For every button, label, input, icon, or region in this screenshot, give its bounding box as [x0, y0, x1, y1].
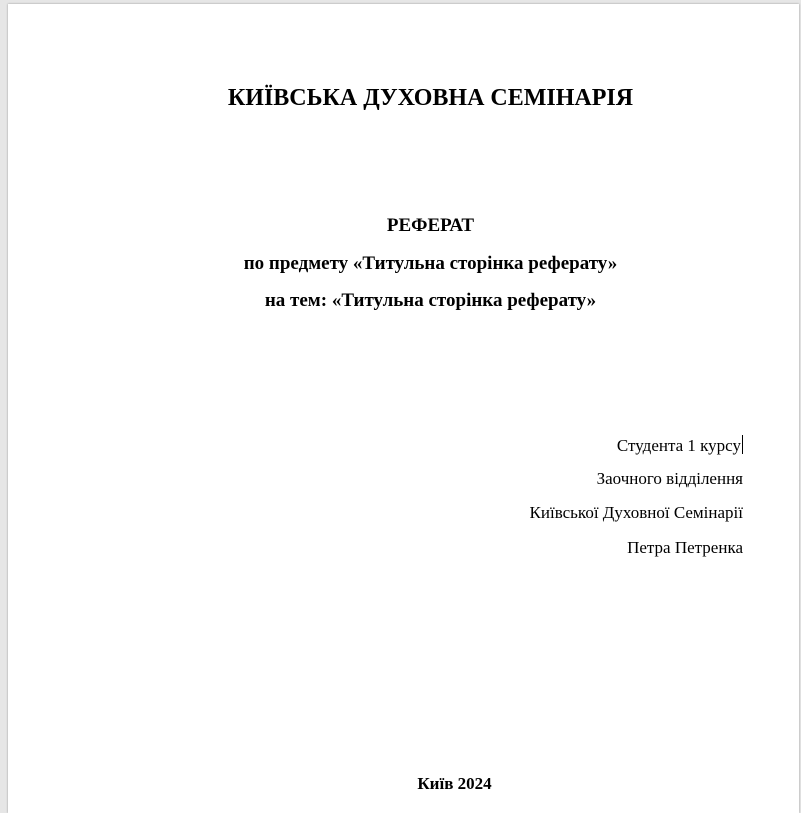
document-type-heading: РЕФЕРАТ: [386, 215, 475, 236]
author-department-line: Заочного відділення: [596, 469, 743, 488]
author-institution-line: Київської Духовної Семінарії: [529, 503, 743, 522]
document-page[interactable]: [8, 4, 799, 813]
institution-title: КИЇВСЬКА ДУХОВНА СЕМІНАРІЯ: [227, 85, 634, 111]
subject-line: по предмету «Титульна сторінка реферату»: [243, 253, 618, 274]
author-name-line: Петра Петренка: [627, 538, 743, 557]
theme-line: на тем: «Титульна сторінка реферату»: [264, 290, 597, 311]
text-cursor: [742, 435, 743, 454]
author-course-text: Студента 1 курсу: [616, 436, 741, 455]
city-year-footer: Київ 2024: [417, 774, 492, 793]
author-course-line: [617, 435, 743, 454]
